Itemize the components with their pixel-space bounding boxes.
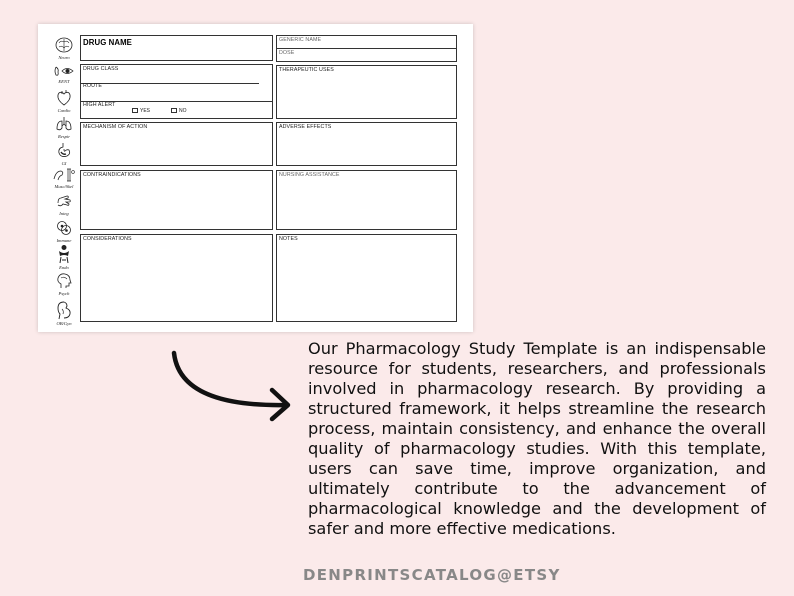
therapeutic-uses-field[interactable] — [276, 65, 457, 119]
thyroid-icon — [55, 244, 73, 264]
sidebar-item-cardio — [48, 89, 80, 113]
yes-checkbox[interactable] — [132, 108, 138, 113]
mechanism-of-action-field[interactable] — [80, 122, 273, 166]
sidebar-label: Psych — [58, 291, 70, 296]
contraindications-field[interactable] — [80, 170, 273, 230]
considerations-label: CONSIDERATIONS — [83, 236, 132, 242]
divider — [81, 83, 259, 84]
contraindications-label: CONTRAINDICATIONS — [83, 172, 141, 178]
notes-label: NOTES — [279, 236, 298, 242]
nursing-assistance-label: NURSING ASSISTANCE — [279, 172, 340, 178]
brand-watermark: DENPRINTSCATALOG@ETSY — [303, 566, 561, 584]
drug-name-label: DRUG NAME — [83, 38, 132, 47]
no-checkbox[interactable] — [171, 108, 177, 113]
sidebar-label: Neuro — [58, 55, 70, 60]
sidebar-label: Endo — [59, 265, 69, 270]
heart-icon — [55, 89, 73, 107]
eye-ear-icon — [53, 64, 75, 78]
sidebar-item-eent — [48, 64, 80, 84]
curved-arrow-icon — [160, 345, 320, 425]
sidebar-item-musc-skel — [48, 167, 80, 189]
sidebar-item-immune — [48, 219, 80, 243]
sidebar-label: Cardio — [57, 108, 71, 113]
therapeutic-uses-label: THERAPEUTIC USES — [279, 67, 334, 73]
high-alert-label: HIGH ALERT — [83, 102, 116, 108]
generic-name-dose-box — [276, 35, 457, 62]
sidebar-label: Integ — [59, 211, 69, 216]
sidebar-item-neuro — [48, 36, 80, 60]
sidebar-label: OB/Gyn — [56, 321, 72, 326]
drug-name-field[interactable] — [80, 35, 273, 61]
sidebar-label: Respir — [58, 134, 70, 139]
pregnancy-icon — [54, 300, 74, 320]
description-paragraph: Our Pharmacology Study Template is an indispensable resource for students, researchers, and professionals involved in pharmacology research. By providing a structured framework, it helps streamline the research process, maintain consistency, and enhance the overall quality of pharmacology studies. With this template, users can save time, improve organization, and ultimately contribute to the advancement of pharmacological knowledge and the development of safer and more effective medications. — [308, 339, 766, 538]
body-system-sidebar — [48, 34, 80, 330]
muscle-bone-icon — [52, 167, 76, 183]
considerations-field[interactable] — [80, 234, 273, 322]
sidebar-item-ob-gyn — [48, 300, 80, 326]
sidebar-label: Musc/Skel — [54, 184, 74, 189]
yes-label: YES — [140, 108, 151, 114]
sidebar-item-gi — [48, 142, 80, 166]
hand-icon — [55, 194, 73, 210]
sidebar-label: GI — [61, 161, 67, 166]
mechanism-of-action-label: MECHANISM OF ACTION — [83, 124, 148, 130]
sidebar-item-endo — [48, 244, 80, 270]
brain-icon — [55, 36, 73, 54]
notes-field[interactable] — [276, 234, 457, 322]
template-sheet — [38, 24, 473, 332]
drug-class-route-alert-box — [80, 64, 273, 119]
sidebar-item-respir — [48, 116, 80, 139]
adverse-effects-label: ADVERSE EFFECTS — [279, 124, 332, 130]
generic-name-label: GENERIC NAME — [279, 37, 322, 43]
head-icon — [55, 272, 73, 290]
stomach-icon — [55, 142, 73, 160]
sidebar-label: EENT — [58, 79, 70, 84]
route-label: ROUTE — [83, 83, 103, 89]
immune-cell-icon — [55, 219, 73, 237]
no-label: NO — [179, 108, 187, 114]
divider — [277, 48, 456, 49]
sidebar-label: Immune — [56, 238, 72, 243]
adverse-effects-field[interactable] — [276, 122, 457, 166]
sidebar-item-psych — [48, 272, 80, 296]
dose-label: DOSE — [279, 50, 295, 56]
drug-class-label: DRUG CLASS — [83, 66, 119, 72]
lungs-icon — [55, 116, 73, 133]
sidebar-item-integ — [48, 194, 80, 216]
nursing-assistance-field[interactable] — [276, 170, 457, 230]
